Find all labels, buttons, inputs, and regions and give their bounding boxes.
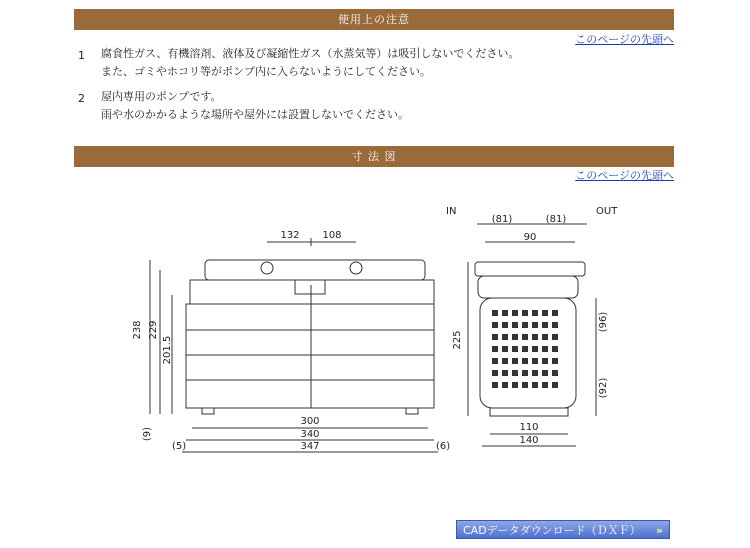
front-port-left [261, 262, 273, 274]
dim-label: 347 [300, 441, 320, 452]
dim-label: (6) [436, 441, 451, 452]
cad-download-label: CADデータダウンロード（ＤＸＦ） [463, 524, 641, 537]
front-motor-body [186, 304, 434, 408]
dim-label: 132 [280, 230, 300, 241]
section-title: 寸 法 図 [351, 150, 397, 163]
dim-label: 201.5 [162, 335, 173, 365]
item-number: 2 [78, 92, 85, 105]
side-top-ports [475, 262, 585, 276]
fan-grille [492, 310, 558, 388]
side-head [478, 276, 578, 298]
back-to-top-link[interactable]: このページの先頭へ [575, 169, 674, 182]
dimension-drawing [120, 200, 630, 460]
dim-label: 110 [519, 422, 539, 433]
dim-label: 300 [300, 416, 320, 427]
dim-label: 229 [148, 320, 159, 340]
cad-download-button[interactable] [456, 520, 670, 539]
dim-label: (96) [598, 311, 609, 333]
front-top-cover [205, 260, 425, 280]
precaution-item-2 [101, 88, 409, 124]
side-label-in: IN [446, 206, 457, 217]
item-number: 1 [78, 49, 85, 62]
precaution-item-1 [101, 45, 519, 81]
item-line: 腐食性ガス、有機溶剤、液体及び凝縮性ガス（水蒸気等）は吸引しないでください。 [101, 47, 520, 60]
dim-label: 238 [132, 320, 143, 340]
dim-label: (9) [142, 426, 153, 442]
double-chevron-icon: » [655, 524, 663, 537]
item-line: また、ゴミやホコリ等がポンプ内に入らないようにしてください。 [101, 65, 431, 78]
section-header-precautions [74, 9, 674, 30]
dim-label: 108 [322, 230, 342, 241]
dim-label: (81) [545, 214, 567, 225]
dim-label: (92) [598, 377, 609, 399]
dim-label: 90 [523, 232, 537, 243]
section-header-dimensions [74, 146, 674, 167]
front-head [190, 280, 434, 304]
item-line: 屋内専用のポンプです。 [101, 90, 222, 103]
dim-label: 140 [519, 435, 539, 446]
item-line: 雨や水のかかるような場所や屋外には設置しないでください。 [101, 108, 409, 121]
front-handle [295, 280, 325, 294]
back-to-top-link[interactable]: このページの先頭へ [575, 33, 674, 46]
dim-label: (81) [491, 214, 513, 225]
dim-label: 340 [300, 429, 320, 440]
dim-label: 225 [452, 330, 463, 350]
section-title: 使用上の注意 [338, 13, 410, 26]
side-label-out: OUT [596, 206, 618, 217]
dim-label: (5) [172, 441, 187, 452]
front-port-right [350, 262, 362, 274]
